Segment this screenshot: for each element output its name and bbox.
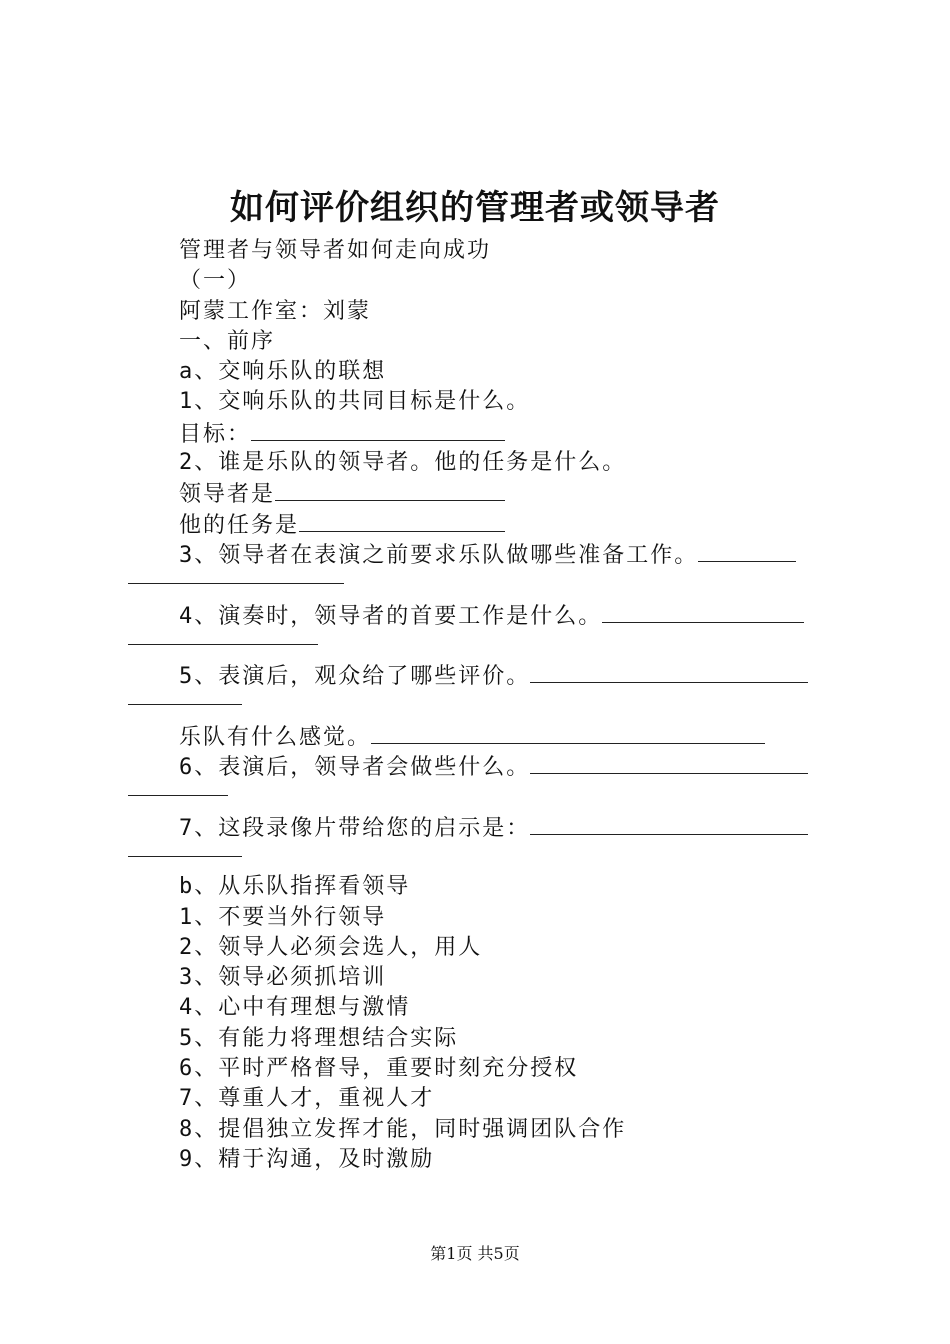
author: 阿蒙工作室：刘蒙: [179, 298, 372, 324]
answer-blank: [602, 600, 804, 623]
answer-blank: [128, 569, 344, 584]
answer-blank: [299, 509, 505, 532]
answer-blank: [128, 630, 318, 645]
answer-task: 他的任务是: [128, 509, 832, 539]
answer-continuation: [128, 690, 832, 720]
answer-continuation: [128, 781, 832, 811]
answer-blank: [275, 478, 505, 501]
list-item: 8、提倡独立发挥才能，同时强调团队合作: [179, 1116, 627, 1142]
heading-a: a、交响乐队的联想: [179, 359, 387, 385]
answer-blank: [698, 539, 796, 562]
question-2: 2、谁是乐队的领导者。他的任务是什么。: [179, 450, 627, 476]
question-1: 1、交响乐队的共同目标是什么。: [179, 389, 531, 415]
page-footer: 第1页 共5页: [430, 1244, 520, 1263]
question-7: 7、这段录像片带给您的启示是：: [128, 812, 832, 842]
list-item: 2、领导人必须会选人，用人: [179, 934, 483, 960]
question-3: 3、领导者在表演之前要求乐队做哪些准备工作。: [128, 539, 832, 569]
answer-blank: [128, 781, 228, 796]
section-number-line: [128, 266, 832, 296]
list-item: 4、心中有理想与激情: [179, 995, 411, 1021]
question-5: 5、表演后，观众给了哪些评价。: [128, 660, 832, 690]
answer-blank: [530, 751, 808, 774]
list-item: 6、平时严格督导，重要时刻充分授权: [179, 1056, 579, 1082]
document-body: [128, 236, 832, 1175]
list-item: 3、领导必须抓培训: [179, 965, 387, 991]
list-item: 7、尊重人才，重视人才: [179, 1086, 435, 1112]
question-6: 6、表演后，领导者会做些什么。: [128, 751, 832, 781]
answer-leader: 领导者是: [128, 478, 832, 508]
subtitle-line: [128, 236, 832, 266]
answer-blank: [128, 690, 242, 705]
question-5-feeling: 乐队有什么感觉。: [128, 721, 832, 751]
heading-preface: 一、前序: [179, 328, 276, 354]
section-number: （一）: [179, 268, 252, 294]
document-title: 如何评价组织的管理者或领导者: [230, 188, 720, 228]
heading-b: b、从乐队指挥看领导: [179, 874, 411, 900]
answer-continuation: [128, 569, 832, 599]
author-line: [128, 297, 832, 327]
answer-goal: 目标：: [128, 418, 832, 448]
list-item: 1、不要当外行领导: [179, 904, 387, 930]
answer-continuation: [128, 842, 832, 872]
answer-blank: [371, 721, 765, 744]
answer-blank: [530, 812, 808, 835]
subtitle: 管理者与领导者如何走向成功: [179, 238, 492, 263]
question-4: 4、演奏时，领导者的首要工作是什么。: [128, 600, 832, 630]
answer-blank: [530, 660, 808, 683]
list-item: 9、精于沟通，及时激励: [179, 1146, 435, 1172]
answer-blank: [128, 842, 242, 857]
answer-continuation: [128, 630, 832, 660]
answer-blank: [251, 418, 505, 441]
list-item: 5、有能力将理想结合实际: [179, 1025, 459, 1051]
